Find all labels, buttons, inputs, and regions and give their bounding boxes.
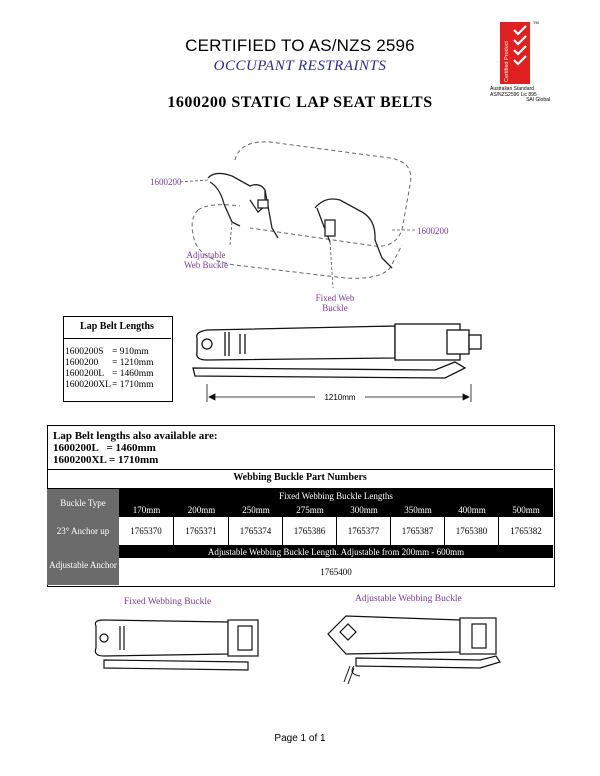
length-header: 275mm bbox=[283, 503, 337, 517]
cert-standard-text bbox=[490, 87, 550, 104]
length-header: 300mm bbox=[337, 503, 391, 517]
certified-product-logo bbox=[500, 22, 530, 84]
product-title: 1600200 STATIC LAP SEAT BELTS bbox=[167, 94, 433, 111]
page-subtitle: OCCUPANT RESTRAINTS bbox=[213, 58, 387, 74]
length-header: 400mm bbox=[445, 503, 499, 517]
lap-belt-lengths-list bbox=[65, 347, 154, 391]
fixed-lengths-header: Fixed Webbing Buckle Lengths bbox=[119, 489, 553, 503]
list-item: 1600200 = 1210mm bbox=[65, 358, 154, 368]
availability-line-2: 1600200XL = 1710mm bbox=[53, 454, 159, 466]
fixed-web-buckle-label: Fixed Web Buckle bbox=[315, 293, 355, 313]
cert-logo-text: Certified Product bbox=[504, 41, 510, 82]
adjustable-web-buckle-label: Adjustable Web Buckle bbox=[183, 250, 228, 270]
adjustable-part-number: 1765400 bbox=[119, 558, 553, 585]
part-number-cell: 1765387 bbox=[391, 517, 445, 545]
cert-line-3: SAI Global bbox=[526, 97, 550, 103]
length-header: 500mm bbox=[499, 503, 553, 517]
adjustable-length-header: Adjustable Webbing Buckle Length. Adjustable from 200mm - 600mm bbox=[119, 545, 553, 558]
fixed-buckle-caption: Fixed Webbing Buckle bbox=[124, 597, 212, 607]
list-item: 1600200XL= 1710mm bbox=[65, 380, 154, 390]
part-number-cell: 1765370 bbox=[119, 517, 174, 545]
webbing-buckle-table bbox=[47, 489, 553, 585]
row-label-adjustable-anchor: Adjustable Anchor bbox=[47, 545, 119, 585]
length-header: 170mm bbox=[119, 503, 174, 517]
belt-dimension: 1210mm bbox=[324, 393, 356, 402]
fixed-buckle-drawing bbox=[88, 612, 273, 682]
part-number-cell: 1765386 bbox=[283, 517, 337, 545]
page-number: Page 1 of 1 bbox=[274, 733, 326, 744]
adjustable-buckle-drawing bbox=[320, 610, 520, 690]
part-number-cell: 1765377 bbox=[337, 517, 391, 545]
list-item: 1600200S = 910mm bbox=[65, 347, 149, 357]
seat-diagram bbox=[140, 130, 460, 320]
cert-line-2: AS/NZS2596 Lic 895 bbox=[490, 91, 537, 98]
part-number-cell: 1765382 bbox=[499, 517, 553, 545]
length-header: 250mm bbox=[229, 503, 283, 517]
lap-belt-lengths-heading: Lap Belt Lengths bbox=[63, 316, 171, 339]
part-number-cell: 1765380 bbox=[445, 517, 499, 545]
part-label-left: 1600200 bbox=[150, 177, 182, 187]
availability-line-1: 1600200L = 1460mm bbox=[53, 442, 156, 454]
length-header: 200mm bbox=[174, 503, 229, 517]
divider bbox=[47, 469, 553, 470]
column-header-buckle-type: Buckle Type bbox=[47, 489, 119, 517]
lap-belt-drawing bbox=[185, 318, 495, 408]
page-title: CERTIFIED TO AS/NZS 2596 bbox=[185, 36, 415, 55]
part-label-right: 1600200 bbox=[417, 226, 449, 236]
list-item: 1600200L = 1460mm bbox=[65, 369, 154, 379]
length-header: 350mm bbox=[391, 503, 445, 517]
cert-tm: TM bbox=[533, 20, 539, 25]
availability-note bbox=[53, 430, 218, 466]
part-number-cell: 1765371 bbox=[174, 517, 229, 545]
part-number-cell: 1765374 bbox=[229, 517, 283, 545]
row-label-23-anchor: 23° Anchor up bbox=[47, 517, 119, 545]
cert-line-1: Australian Standard bbox=[490, 86, 534, 92]
table-title: Webbing Buckle Part Numbers bbox=[233, 472, 367, 483]
adjustable-buckle-caption: Adjustable Webbing Buckle bbox=[355, 594, 462, 604]
availability-heading: Lap Belt lengths also available are: bbox=[53, 430, 218, 442]
